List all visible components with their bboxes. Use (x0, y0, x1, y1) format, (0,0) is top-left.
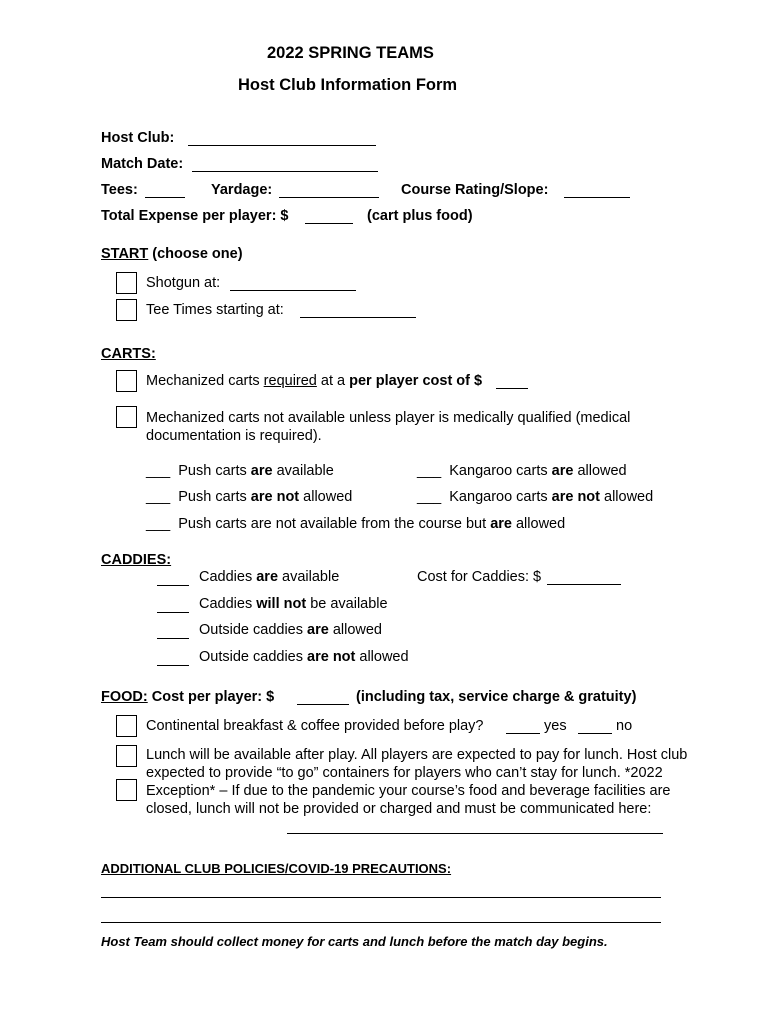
carts-not-available-label: Mechanized carts not available unless player is medically qualified (medical documentation is required). (146, 410, 631, 444)
total-expense-field[interactable] (305, 223, 353, 224)
carts-required-checkbox[interactable] (116, 370, 137, 392)
push-carts-not-allowed-option[interactable]: ___ Push carts are not allowed (146, 489, 353, 505)
host-club-field[interactable] (188, 145, 376, 146)
caddies-available-label: Caddies are available (199, 569, 340, 585)
match-date-label: Match Date: (101, 156, 184, 172)
food-cost-field[interactable] (297, 704, 349, 705)
caddies-not-available-blank[interactable] (157, 612, 189, 613)
yardage-label: Yardage: (211, 182, 273, 198)
tees-field[interactable] (145, 197, 185, 198)
kangaroo-carts-not-allowed-option[interactable]: ___ Kangaroo carts are not allowed (417, 489, 654, 505)
shotgun-label: Shotgun at: (146, 275, 221, 291)
caddies-heading: CADDIES: (101, 552, 172, 568)
breakfast-no-field[interactable] (578, 733, 612, 734)
breakfast-yes-field[interactable] (506, 733, 540, 734)
caddies-cost-label: Cost for Caddies: $ (417, 569, 542, 585)
cart-cost-field[interactable] (496, 388, 528, 389)
tee-times-checkbox[interactable] (116, 299, 137, 321)
breakfast-no-label: no (616, 718, 633, 734)
caddies-cost-field[interactable] (547, 584, 621, 585)
start-heading: START (choose one) (101, 246, 243, 262)
course-rating-label: Course Rating/Slope: (401, 182, 549, 198)
shotgun-checkbox[interactable] (116, 272, 137, 294)
outside-caddies-allowed-label: Outside caddies are allowed (199, 622, 382, 638)
push-carts-course-option[interactable]: ___ Push carts are not available from the course but are allowed (146, 516, 566, 532)
carts-required-label: Mechanized carts required at a per player cost of $ (146, 373, 483, 389)
outside-caddies-allowed-blank[interactable] (157, 638, 189, 639)
cart-plus-food-note: (cart plus food) (367, 208, 473, 224)
lunch-communication-field[interactable] (287, 833, 663, 834)
tee-times-field[interactable] (300, 317, 416, 318)
form-subtitle: Host Club Information Form (238, 76, 458, 94)
policies-line-1[interactable] (101, 897, 661, 898)
outside-caddies-not-allowed-blank[interactable] (157, 665, 189, 666)
total-expense-label: Total Expense per player: $ (101, 208, 289, 224)
tees-label: Tees: (101, 182, 138, 198)
food-cost-note: (including tax, service charge & gratuity) (356, 689, 637, 705)
lunch-label: Lunch will be available after play. All players are expected to pay for lunch. Host club expected to provide “to go” containers for players who can’t stay for lunch. *2022 Exception* – If due to the pandemic your course’s food and beverage facilities are closed, lunch will not be provided or charged and must be communicated here: (146, 747, 688, 817)
footer-note: Host Team should collect money for carts and lunch before the match day begins. (101, 934, 608, 949)
lunch-checkbox[interactable] (116, 745, 137, 767)
kangaroo-carts-allowed-option[interactable]: ___ Kangaroo carts are allowed (417, 463, 627, 479)
caddies-not-available-label: Caddies will not be available (199, 596, 388, 612)
yardage-field[interactable] (279, 197, 379, 198)
push-carts-available-option[interactable]: ___ Push carts are available (146, 463, 334, 479)
shotgun-field[interactable] (230, 290, 356, 291)
breakfast-yes-label: yes (544, 718, 567, 734)
policies-heading: ADDITIONAL CLUB POLICIES/COVID-19 PRECAUTIONS: (101, 861, 452, 876)
match-date-field[interactable] (192, 171, 378, 172)
policies-line-2[interactable] (101, 922, 661, 923)
outside-caddies-not-allowed-label: Outside caddies are not allowed (199, 649, 409, 665)
form-title: 2022 SPRING TEAMS (267, 44, 434, 62)
host-club-label: Host Club: (101, 130, 175, 146)
course-rating-field[interactable] (564, 197, 630, 198)
lunch-exception-checkbox[interactable] (116, 779, 137, 801)
breakfast-label: Continental breakfast & coffee provided before play? (146, 718, 484, 734)
caddies-available-blank[interactable] (157, 585, 189, 586)
tee-times-label: Tee Times starting at: (146, 302, 284, 318)
carts-heading: CARTS: (101, 346, 156, 362)
carts-not-available-checkbox[interactable] (116, 406, 137, 428)
breakfast-checkbox[interactable] (116, 715, 137, 737)
food-heading: FOOD: Cost per player: $ (101, 689, 275, 705)
